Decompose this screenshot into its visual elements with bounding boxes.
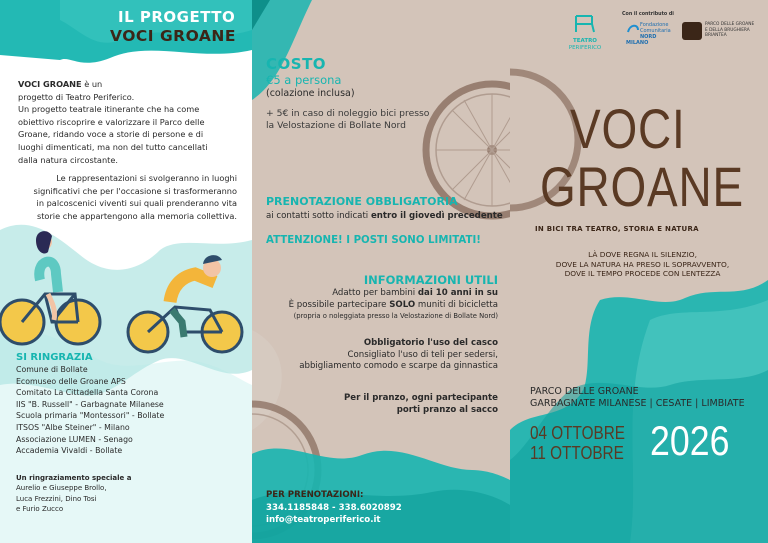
special-title: Un ringraziamento speciale a <box>16 474 132 482</box>
fond-line-1: Fondazione <box>640 22 669 28</box>
thanks-item: ITSOS "Albe Steiner" - Milano <box>16 422 130 432</box>
second-paragraph <box>12 172 237 222</box>
thanks-item: Comitato La Cittadella Santa Corona <box>16 388 159 398</box>
thanks-item: Comune di Bollate <box>16 365 88 374</box>
info-2-post: muniti di bicicletta <box>415 299 498 310</box>
special-line: e Furio Zucco <box>16 505 64 514</box>
cost-price: €5 a persona <box>266 73 342 87</box>
special-line: Aurelio e Giuseppe Brollo, <box>16 484 107 493</box>
intro-paragraph <box>18 78 243 166</box>
thanks-list <box>16 364 241 457</box>
bicycle-man-icon <box>128 255 242 352</box>
helmet-line: Consigliato l'uso di teli per sedersi, <box>347 349 498 360</box>
chair-icon <box>572 14 598 34</box>
contrib-label: Con il contributo di <box>622 12 674 17</box>
info-1-bold: dai 10 anni in su <box>417 288 498 298</box>
main-title-1: VOCI <box>570 97 686 160</box>
info-1-pre: Adatto per bambini <box>332 288 418 298</box>
special-line: Luca Frezzini, Dino Tosi <box>16 494 97 503</box>
thanks-title: SI RINGRAZIA <box>16 352 93 363</box>
para2-line: significativi che per l'occasione si trasformeranno <box>33 185 237 196</box>
teatro-periferico-logo <box>568 14 602 51</box>
location-line-1: PARCO DELLE GROANE <box>530 386 639 397</box>
dates-block <box>530 423 625 463</box>
left-panel <box>0 0 252 543</box>
booking-text <box>266 211 503 221</box>
bicycle-woman-icon <box>0 231 100 344</box>
middle-panel <box>252 0 510 543</box>
cost-extra-line: la Velostazione di Bollate Nord <box>266 120 406 131</box>
booking-bold: entro il giovedì precedente <box>370 211 503 221</box>
cost-extra <box>266 108 429 132</box>
intro-rest: è un <box>81 79 103 89</box>
fond-line-3: NORD MILANO <box>626 34 657 46</box>
contacts-block <box>266 489 402 527</box>
thanks-item: Scuola primaria "Montessori" - Bollate <box>16 411 165 421</box>
thanks-item: IIS "B. Russell" - Garbagnate Milanese <box>16 399 164 409</box>
fondazione-logo <box>626 22 678 46</box>
contacts-email[interactable]: info@teatroperiferico.it <box>266 515 381 525</box>
booking-pre: ai contatti sotto indicati <box>266 211 371 221</box>
main-title-2: GROANE <box>540 155 744 218</box>
right-panel <box>510 0 768 543</box>
quote-line: DOVE IL TEMPO PROCEDE CON LENTEZZA <box>564 269 721 278</box>
intro-line: luoghi dimenticati, ma non del tutto cancellati <box>18 141 208 152</box>
intro-line: obiettivo riscoprire e valorizzare il Parco delle <box>18 116 205 127</box>
parco-emblem-icon <box>682 22 702 40</box>
para2-line: in palcoscenici viventi sui quali prenderanno vita <box>36 198 237 209</box>
intro-bold: VOCI GROANE <box>18 79 82 89</box>
parco-line-3: BRIANTEA <box>705 33 727 38</box>
subtitle: IN BICI TRA TEATRO, STORIA E NATURA <box>535 225 699 233</box>
cost-extra-line: + 5€ in caso di noleggio bici presso <box>266 108 430 119</box>
location-block <box>530 386 745 410</box>
helmet-line: abbigliamento comodo e scarpe da ginnastica <box>299 361 498 371</box>
info-line-3: (propria o noleggiata presso la Velostazione di Bollate Nord) <box>293 312 498 320</box>
intro-line: Groane, ridando voce a storie di persone e di <box>18 129 204 140</box>
parco-line-1: PARCO DELLE GROANE <box>705 22 755 27</box>
contacts-phone[interactable]: 334.1185848 - 338.6020892 <box>266 502 402 513</box>
left-heading-1: IL PROGETTO <box>118 8 236 26</box>
year: 2026 <box>650 417 730 464</box>
helmet-block <box>253 338 498 373</box>
para2-line: Le rappresentazioni si svolgeranno in luoghi <box>56 173 237 183</box>
location-line-2: GARBAGNATE MILANESE | CESATE | LIMBIATE <box>530 398 745 409</box>
cyclists-illustration <box>0 222 252 357</box>
info-line-1 <box>253 288 498 300</box>
lunch-line: Per il pranzo, ogni partecipante <box>344 393 498 403</box>
teatro-logo-text-2: PERIFERICO <box>568 44 602 51</box>
warning-text: ATTENZIONE! I POSTI SONO LIMITATI! <box>266 235 481 246</box>
date-1: 04 OTTOBRE <box>530 423 625 443</box>
cost-note: (colazione inclusa) <box>266 88 355 99</box>
booking-title: PRENOTAZIONE OBBLIGATORIA <box>266 195 458 208</box>
cost-title: COSTO <box>266 55 327 73</box>
lunch-block <box>253 393 498 416</box>
intro-line: Un progetto teatrale itinerante che ha come <box>18 104 200 115</box>
contacts-title: PER PRENOTAZIONI: <box>266 490 364 500</box>
info-2-bold: SOLO <box>389 299 416 310</box>
thanks-item: Ecomuseo delle Groane APS <box>16 376 126 386</box>
info-block <box>253 272 498 323</box>
special-thanks <box>16 473 241 515</box>
info-line-2 <box>253 300 498 312</box>
date-2: 11 OTTOBRE <box>530 443 624 463</box>
thanks-item: Accademia Vivaldi - Bollate <box>16 446 123 456</box>
left-heading-2: VOCI GROANE <box>110 27 236 45</box>
parco-logo <box>682 22 762 40</box>
thanks-item: Associazione LUMEN - Senago <box>16 434 133 444</box>
lunch-line: porti pranzo al sacco <box>396 404 498 415</box>
parco-line-2: E DELLA BRUGHIERA <box>705 27 750 33</box>
fondazione-swirl-icon <box>626 22 640 36</box>
teatro-logo-text-1: TEATRO <box>572 38 597 44</box>
helmet-title: Obbligatorio l'uso del casco <box>363 338 498 348</box>
info-title: INFORMAZIONI UTILI <box>363 273 498 287</box>
quote-block <box>520 250 765 279</box>
fond-line-2: Comunitaria <box>640 28 671 34</box>
intro-line: dalla natura circostante. <box>18 154 118 165</box>
intro-line: progetto di Teatro Periferico. <box>18 91 135 102</box>
quote-line: DOVE LA NATURA HA PRESO IL SOPRAVVENTO, <box>555 259 730 269</box>
para2-line: storie che appartengono alla memoria collettiva. <box>36 210 237 221</box>
quote-line: LÀ DOVE REGNA IL SILENZIO, <box>588 250 697 259</box>
info-2-pre: È possibile partecipare <box>288 299 390 310</box>
